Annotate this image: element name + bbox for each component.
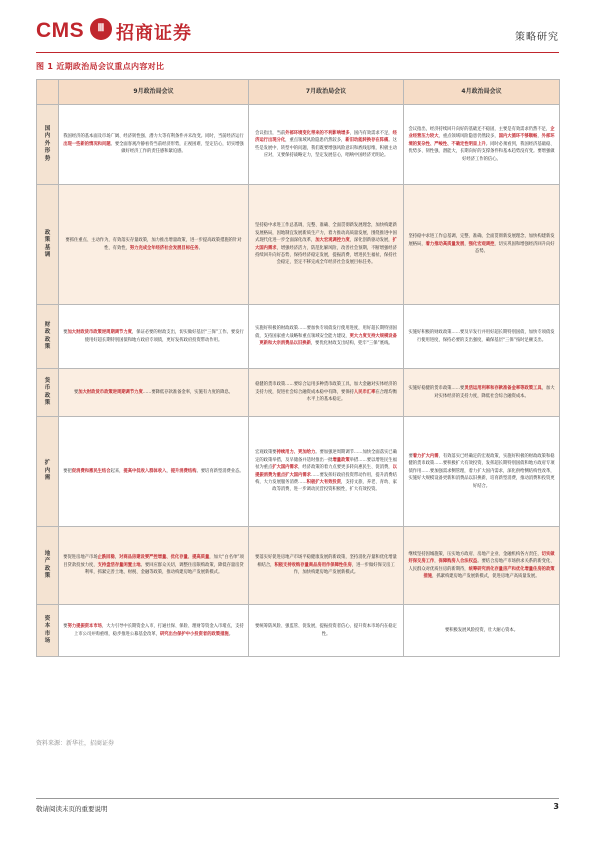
table-row xyxy=(37,417,560,527)
table-cell xyxy=(59,185,249,305)
cell-text: ……要发挥好政府投资带动作用，提升消费结构，大力发展服务消费…… xyxy=(255,472,397,485)
table-cell xyxy=(404,527,560,605)
highlighted-text: 统筹研究消化存量房产和优化增量住房的政策措施 xyxy=(423,566,555,579)
cell-text: 实施好积极的财政政策……要及早发行并用好超长期特别国债，加快专项债发行使用进度，保持必要的支出强度，确保基层“三保”按时足额支出。 xyxy=(408,330,555,343)
page-number: 3 xyxy=(553,802,559,811)
table-cell xyxy=(59,105,249,185)
cell-text: 在合理均衡水平上的基本稳定。 xyxy=(306,389,397,403)
row-header: 资本市场 xyxy=(37,605,59,657)
table-cell xyxy=(249,305,404,369)
highlighted-text: 积极扩大有效投资 xyxy=(306,479,342,485)
cell-text: ，大力引导中长期资金入市，打通社保、保险、理财等资金入市堵点，支持上市公司并购重组，稳步推进公募基金改革， xyxy=(74,624,244,637)
cell-text: ，深化创新驱动发展， xyxy=(349,238,393,244)
column-header: 9月政治局会议 xyxy=(59,80,249,105)
cell-text: ， xyxy=(166,468,171,474)
column-header: 7月政治局会议 xyxy=(249,80,404,105)
cell-text: ……要降低存款准备金率，实施有力度的降息。 xyxy=(142,389,233,395)
table-row xyxy=(37,185,560,305)
row-header: 政策基调 xyxy=(37,185,59,305)
cell-text: ，进一步做好保交房工作，加快构建房地产发展新模式。 xyxy=(293,562,395,576)
cell-text: 要 xyxy=(74,389,79,395)
cell-text: ，有效落实已经确定的宏观政策，实施好积极的财政政策和稳健的货币政策……要积极扩大有效投资，发挥超长期特别国债和地方政府专项债作用……要加强需求侧管理，着力扩大国内需求，深化供给侧结构性改革，实施好大规模设备更新和消费品以旧换新，培育新型消费，推动消费和投资更好结合。 xyxy=(408,453,555,489)
row-header: 货币政策 xyxy=(37,369,59,417)
footer-disclaimer: 敬请阅读末页的重要说明 xyxy=(36,805,108,813)
highlighted-text: 出现一些新的情况和问题 xyxy=(63,141,111,147)
cms-logo-icon: Ⅲ xyxy=(90,18,112,40)
highlighted-text: 着力扩大内需 xyxy=(412,453,439,459)
row-header: 国内外形势 xyxy=(37,105,59,185)
cell-text: ，要优化财政支出结构，兜牢“三保”底线。 xyxy=(310,341,393,347)
highlighted-text: 研究出台保护中小投资者的政策措施 xyxy=(159,631,229,637)
cell-text: 。要回应群众关切，调整住房限购政策，降低存量房贷利率，抓紧完善土地、财税、金融等政策，推动构建房地产发展新模式。 xyxy=(84,562,244,576)
column-header: 4月政治局会议 xyxy=(404,80,560,105)
cell-text: ，重点领域风险隐患仍然较多， xyxy=(438,134,499,140)
cell-text: 。同时必须看到，我国经济基础稳、优势多、韧性强、潜能大，长期向好的支撑条件和基本趋势没有变。要增强做好经济工作的信心。 xyxy=(408,141,555,162)
table-cell xyxy=(249,527,404,605)
row-header: 地产政策 xyxy=(37,527,59,605)
highlighted-text: 更大力度支持大规模设备更新和大宗消费品以旧换新 xyxy=(259,333,397,347)
highlighted-text: 积极支持收购存量商品房用作保障性住房 xyxy=(274,562,352,568)
cell-text: 会议指出，当前 xyxy=(255,130,286,136)
table-cell xyxy=(59,417,249,527)
cms-logo-text: CMS xyxy=(36,19,85,42)
highlighted-text: 人民币汇率 xyxy=(353,389,376,395)
highlighted-text: 止跌回稳 xyxy=(97,555,115,561)
cell-text: ， xyxy=(434,559,439,565)
highlighted-text: 强化宏观调控 xyxy=(468,241,495,247)
cell-text: 要 xyxy=(63,624,68,630)
cell-text: ，支持文旅、养老、育幼、家政等消费，进一步调动民营投资积极性，扩大有效投资。 xyxy=(272,479,397,493)
row-header: 扩内需 xyxy=(37,417,59,527)
highlighted-text: 企业经营压力较大 xyxy=(408,126,555,140)
highlighted-text: 加大财政货币政策逆周期调节力度 xyxy=(67,330,132,336)
table-cell xyxy=(59,369,249,417)
cell-text: 起来， xyxy=(110,468,124,474)
table-row xyxy=(37,527,560,605)
cell-text: 。要结合房地产市场供求关系的新变化、人民群众对优质住房的新期待， xyxy=(408,559,555,572)
cell-text: 。要全面客观冷静看待当前经济形势，正视困难、坚定信心，切实增强做好经济工作的责任感和紧迫感。 xyxy=(110,141,244,155)
cell-text: 。 xyxy=(198,245,203,251)
cell-text: ，增强经济活力，防范化解风险，改善社会预期，不断增强经济持续回升向好态势，保持经济稳定发展，提振消费，增进民生福祉，保持社会稳定，坚定不移完成全年经济社会发展目标任务。 xyxy=(255,245,397,266)
highlighted-text: 着力推动高质量发展 xyxy=(425,241,465,247)
table-row xyxy=(37,605,560,657)
highlighted-text: 切实做好保交房工作 xyxy=(408,551,555,565)
company-name-logo: 招商证券 xyxy=(116,23,192,44)
cell-text: 会议指出，经济持续回升向好的基础还不稳固，主要是有效需求仍然不足， xyxy=(408,126,551,132)
highlighted-text: 扩大国内需求 xyxy=(272,465,299,471)
cell-text: 继续坚持因城施策，压实地方政府、房地产企业、金融机构各方责任， xyxy=(408,551,542,557)
cell-text: 。这些是发展中、转型中的问题，我们既要增强风险意识和底线思维，积极主动应对，又要保持战略定力，坚定发展信心，唱响中国经济光明论。 xyxy=(255,138,397,158)
highlighted-text: 促消费和惠民生结合 xyxy=(71,468,111,474)
highlighted-text: 外部环境的复杂性、严峻性、不确定性明显上升 xyxy=(408,134,555,147)
policy-comparison-table xyxy=(36,79,560,657)
table-cell xyxy=(59,605,249,657)
highlighted-text: 保障购房人合法权益 xyxy=(438,559,478,565)
cell-text: 举措……要以增进民生福祉为重点 xyxy=(255,457,397,471)
highlighted-text: 加大财政货币政策逆周期调节力度 xyxy=(78,389,143,395)
table-row xyxy=(37,369,560,417)
table-cell xyxy=(404,417,560,527)
highlighted-text: 努力提振资本市场 xyxy=(67,624,102,630)
table-row xyxy=(37,305,560,369)
table-cell xyxy=(404,185,560,305)
table-cell xyxy=(249,185,404,305)
report-category: 策略研究 xyxy=(515,32,559,43)
cell-text: 要把 xyxy=(63,468,72,474)
highlighted-text: 灵活运用利率和存款准备金率等政策工具 xyxy=(464,386,542,392)
table-cell xyxy=(59,305,249,369)
highlighted-text: 经济运行出现分化 xyxy=(255,130,397,144)
cell-text: ， xyxy=(114,555,120,561)
cell-text: ，重点领域风险隐患仍然较多， xyxy=(285,138,346,144)
cell-text: 。要培育新型消费业态。 xyxy=(196,468,244,474)
table-cell xyxy=(249,369,404,417)
highlighted-text: 努力完成全年经济社会发展目标任务 xyxy=(129,245,199,251)
header-divider xyxy=(36,52,559,53)
cell-text: ， xyxy=(537,134,542,140)
cell-text: ，加大“白名单”项目贷款投放力度， xyxy=(63,555,244,568)
cell-text: 要抓住重点、主动作为，有效落实存量政策，加力推出增量政策，进一步提高政策措施的针对性、有效性， xyxy=(65,238,242,251)
cell-text: 要 xyxy=(408,453,413,459)
table-cell xyxy=(59,527,249,605)
highlighted-text: 持续用力、更加给力 xyxy=(276,450,316,456)
cell-text: 宏观政策要 xyxy=(255,450,277,456)
cell-text: ，保证必要的财政支出，切实做好基层“三保”工作。要发行使用好超长期特别国债和地方政府专项债，更好发挥政府投资带动作用。 xyxy=(84,330,244,343)
cell-text: 。 xyxy=(228,631,233,637)
footer-divider xyxy=(36,798,559,799)
highlighted-text: 支持盘活存量闲置土地 xyxy=(97,562,141,568)
figure-title: 图 1 近期政治局会议重点内容对比 xyxy=(36,62,165,71)
table-cell xyxy=(249,105,404,185)
cell-text: 要积极发展风险投资，壮大耐心资本。 xyxy=(444,627,519,633)
table-row xyxy=(37,105,560,185)
cell-text: 要促进房地产市场 xyxy=(63,555,98,561)
table-cell xyxy=(404,369,560,417)
cell-text: 。要加强逆周期调节……加快全面落实已确定的政策举措，及早储备并适时推出一批 xyxy=(255,450,397,463)
table-cell xyxy=(249,417,404,527)
table-header-row xyxy=(37,80,560,105)
source-note: 资料来源：新华社，招商证券 xyxy=(36,740,115,747)
table-cell xyxy=(404,305,560,369)
highlighted-text: 提高中低收入群体收入 xyxy=(123,468,167,474)
cell-text: ，切实巩固和增强经济回升向好态势。 xyxy=(475,241,555,255)
cell-text: 我国经济的基本面及市场广阔、经济韧性强、潜力大等有利条件并未改变。同时，当前经济运行 xyxy=(63,134,244,140)
highlighted-text: 对商品房建设要严控增量、优化存量、提高质量 xyxy=(119,555,210,561)
highlighted-text: 新旧动能转换存在阵痛 xyxy=(345,138,389,144)
cell-text: 坚持稳中求进工作总基调，完整、准确、全面贯彻新发展理念，加快构建新发展格局， xyxy=(408,234,555,247)
highlighted-text: 扩大国内需求 xyxy=(255,238,397,251)
page-header xyxy=(36,14,559,50)
row-header: 财政政策 xyxy=(37,305,59,369)
cell-text: 要统筹防风险、强监管、促发展，提振投资者信心，提升资本市场内在稳定性。 xyxy=(255,624,397,637)
cell-text: ， xyxy=(464,241,469,247)
cell-text: 实施好稳健的货币政策……要 xyxy=(408,386,465,392)
cell-text: 要 xyxy=(63,330,68,336)
cell-text: 稳健的货币政策……要综合运用多种货币政策工具，加大金融对实体经济的支持力度，促进社会综合融资成本稳中有降，要保持 xyxy=(255,382,397,395)
cell-text: 坚持稳中求进工作总基调，完整、准确、全面贯彻新发展理念，加快构建新发展格局，因地制宜发展新质生产力，着力推动高质量发展，围绕推进中国式现代化进一步全面深化改革， xyxy=(255,223,397,244)
highlighted-text: 国内大循环不够顺畅 xyxy=(498,134,538,140)
cell-text: ，抓紧构建房地产发展新模式，促进房地产高质量发展。 xyxy=(432,573,540,579)
cell-text: ，国内有效需求不足， xyxy=(349,130,393,136)
table-cell xyxy=(249,605,404,657)
highlighted-text: 加大宏观调控力度 xyxy=(315,238,350,244)
highlighted-text: 外部环境变化带来的不利影响增多 xyxy=(285,130,350,136)
table-cell xyxy=(404,105,560,185)
table-cell xyxy=(404,605,560,657)
cell-text: ，经济政策的着力点要更多转向惠民生、促消费， xyxy=(298,465,393,471)
highlighted-text: 增量政策 xyxy=(332,457,350,463)
cell-text: ，加大对实体经济的支持力度，降低社会综合融资成本。 xyxy=(434,386,555,399)
table-corner-cell xyxy=(37,80,59,105)
cell-text: 要落实好促进房地产市场平稳健康发展的新政策，坚持消化存量和优化增量相结合， xyxy=(255,555,397,568)
highlighted-text: 以提振消费为重点扩大国内需求 xyxy=(255,465,397,478)
cell-text: 实施好积极的财政政策……要加快专项债发行使用进度，用好超长期特别国债，支持国家重大战略和重点领域安全能力建设， xyxy=(255,326,397,339)
highlighted-text: 提升消费结构 xyxy=(170,468,197,474)
